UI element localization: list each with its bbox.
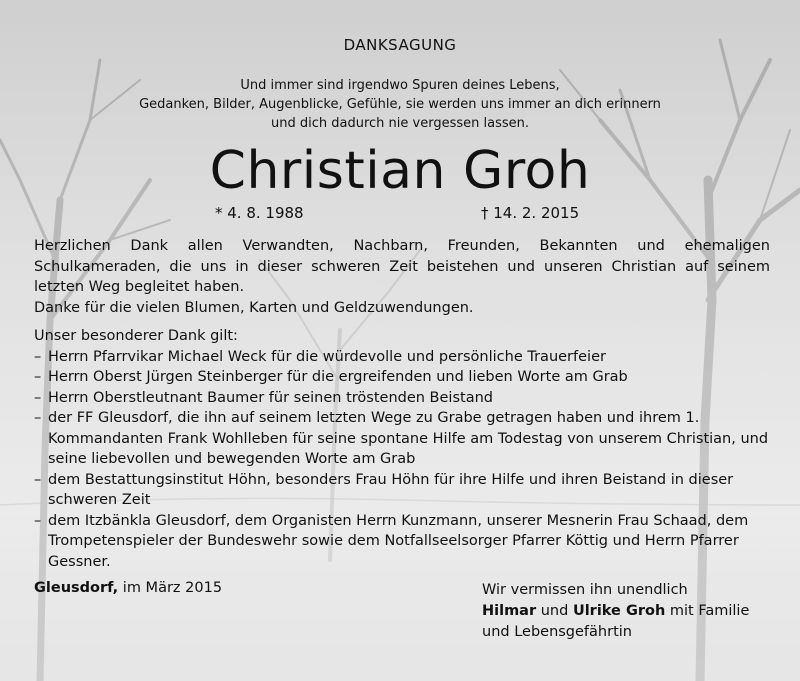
death-date: † 14. 2. 2015 (481, 204, 580, 222)
thanks-line: Danke für die vielen Blumen, Karten und Geldzuwendungen. (34, 299, 474, 316)
poem (0, 76, 800, 133)
item-dash: – (34, 348, 42, 365)
place-date (34, 580, 222, 596)
item-dash: – (34, 512, 42, 529)
thanks-paragraph: Herzlichen Dank allen Verwandten, Nachbarn, Freunden, Bekannten und ehemaligen Schulkameraden, die uns in dieser schweren Zeit beistehen und unseren Christian auf seinem letzten Weg begleitet haben. (34, 238, 770, 295)
item-dash: – (34, 389, 42, 406)
list-item (34, 388, 770, 409)
signature (482, 580, 749, 643)
sign-line: und Lebensgefährtin (482, 624, 632, 640)
thanks-section (34, 236, 770, 318)
sign-and: und (540, 603, 569, 619)
list-item (34, 470, 770, 511)
poem-line: Gedanken, Bilder, Augenblicke, Gefühle, sie werden uns immer an dich erinnern (139, 97, 661, 112)
list-item (34, 408, 770, 470)
item-text: dem Bestattungsinstitut Höhn, besonders Frau Höhn für ihre Hilfe und ihren Beistand in dieser schweren Zeit (48, 471, 734, 508)
item-dash: – (34, 471, 42, 488)
item-text: Herrn Oberstleutnant Baumer für seinen tröstenden Beistand (48, 389, 493, 406)
item-dash: – (34, 410, 42, 426)
item-text: Herrn Oberst Jürgen Steinberger für die ergreifenden und lieben Worte am Grab (48, 369, 628, 385)
sign-names (482, 601, 749, 622)
special-intro: Unser besonderer Dank gilt: (34, 328, 238, 344)
sign-rest: mit Familie (669, 603, 750, 619)
poem-line: Und immer sind irgendwo Spuren deines Lebens, (240, 78, 560, 93)
item-text: dem Itzbänkla Gleusdorf, dem Organisten Herrn Kunzmann, unserer Mesnerin Frau Schaad, dem Trompetenspieler der Bundeswehr sowie dem Notfallseelsorger Pfarrer Köttig und Herrn Pfarrer Gessner. (48, 512, 749, 570)
list-item (34, 367, 770, 388)
place: Gleusdorf, (34, 580, 119, 596)
poem-line: und dich dadurch nie vergessen lassen. (271, 116, 529, 131)
list-item (34, 511, 770, 573)
item-dash: – (34, 369, 42, 385)
date: im März 2015 (122, 580, 223, 596)
item-text: Herrn Pfarrvikar Michael Weck für die würdevolle und persönliche Trauerfeier (48, 348, 606, 365)
sign-name-second: Ulrike Groh (572, 603, 666, 619)
sign-line: Wir vermissen ihn unendlich (482, 582, 688, 598)
birth-date: * 4. 8. 1988 (215, 204, 304, 222)
heading: DANKSAGUNG (343, 36, 457, 54)
deceased-name: Christian Groh (209, 141, 591, 201)
sign-name-first: Hilmar (482, 603, 537, 619)
item-text: der FF Gleusdorf, die ihn auf seinem letzten Wege zu Grabe getragen haben und ihrem 1. Kommandanten Frank Wohlleben für seine spontane Hilfe am Todestag von unserem Christian, und seine liebevollen und bewegenden Worte am Grab (48, 410, 769, 467)
special-thanks (34, 326, 770, 572)
list-item (34, 347, 770, 368)
